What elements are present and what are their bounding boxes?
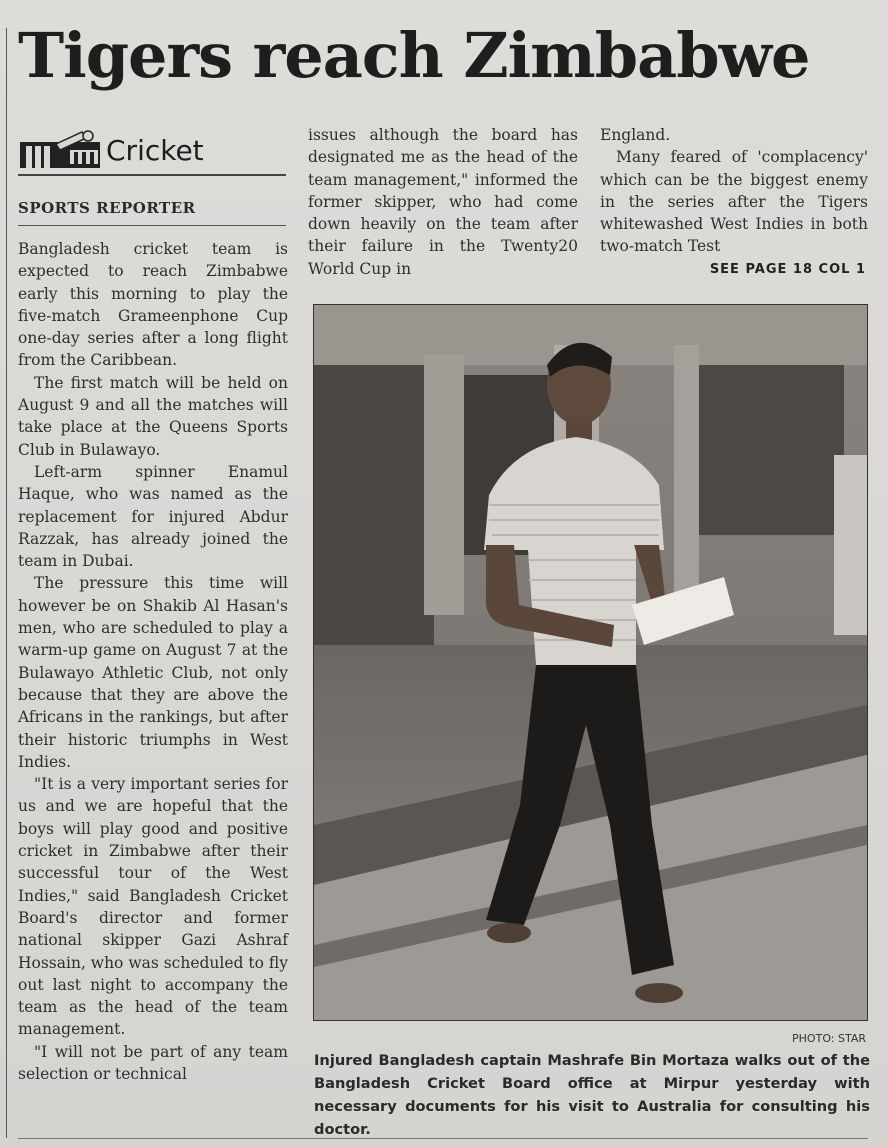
paragraph: "I will not be part of any team selection or technical [18, 1042, 288, 1083]
headline: Tigers reach Zimbabwe [18, 19, 810, 92]
column-rule [6, 28, 7, 1138]
paragraph: Left-arm spinner Enamul Haque, who was named as the replacement for injured Abdur Razzak, has already joined the team in Dubai. [18, 462, 288, 571]
paragraph: England. [600, 126, 671, 144]
paragraph: The first match will be held on August 9 and all the matches will take place at the Queens Sports Club in Bulawayo. [18, 373, 288, 459]
paragraph: "It is a very important series for us and we are hopeful that the boys will play good and positive cricket in Zimbabwe after their successful tour of the West Indies," said Bangladesh Cricket Board's director and former national skipper Gazi Ashraf Hossain, who was scheduled to fly out last night to accompany the team as the head of the team management. [18, 775, 288, 1039]
byline: SPORTS REPORTER [18, 193, 286, 226]
article-column-2 [308, 124, 578, 280]
paragraph: Bangladesh cricket team is expected to reach Zimbabwe early this morning to play the five-match Grameenphone Cup one-day series after a long flight from the Caribbean. [18, 240, 288, 370]
paragraph: issues although the board has designated me as the head of the team management," informed the former skipper, who had come down heavily on the team after their failure in the Twenty20 World Cup in [308, 126, 578, 278]
photo-caption: Injured Bangladesh captain Mashrafe Bin Mortaza walks out of the Bangladesh Cricket Board office at Mirpur yesterday with necessary documents for his visit to Australia for consulting his doctor. [314, 1052, 870, 1138]
bottom-rule [18, 1138, 868, 1139]
paragraph: The pressure this time will however be on Shakib Al Hasan's men, who are scheduled to play a warm-up game on August 7 at the Bulawayo Athletic Club, not only because that they are above the Africans in the rankings, but after their historic triumphs in West Indies. [18, 574, 288, 771]
photo-illustration [314, 305, 867, 1020]
section-kicker [18, 128, 286, 176]
article-column-1 [18, 238, 288, 1085]
news-photo [313, 304, 868, 1021]
article-column-3 [600, 124, 868, 258]
paragraph: Many feared of 'complacency' which can be the biggest enemy in the series after the Tigers whitewashed West Indies in both two-match Test [600, 148, 868, 256]
section-label: Cricket [106, 134, 204, 167]
cricket-logo-icon [20, 128, 102, 170]
photo-credit: PHOTO: STAR [792, 1032, 866, 1045]
continuation-jump: SEE PAGE 18 COL 1 [709, 262, 866, 277]
